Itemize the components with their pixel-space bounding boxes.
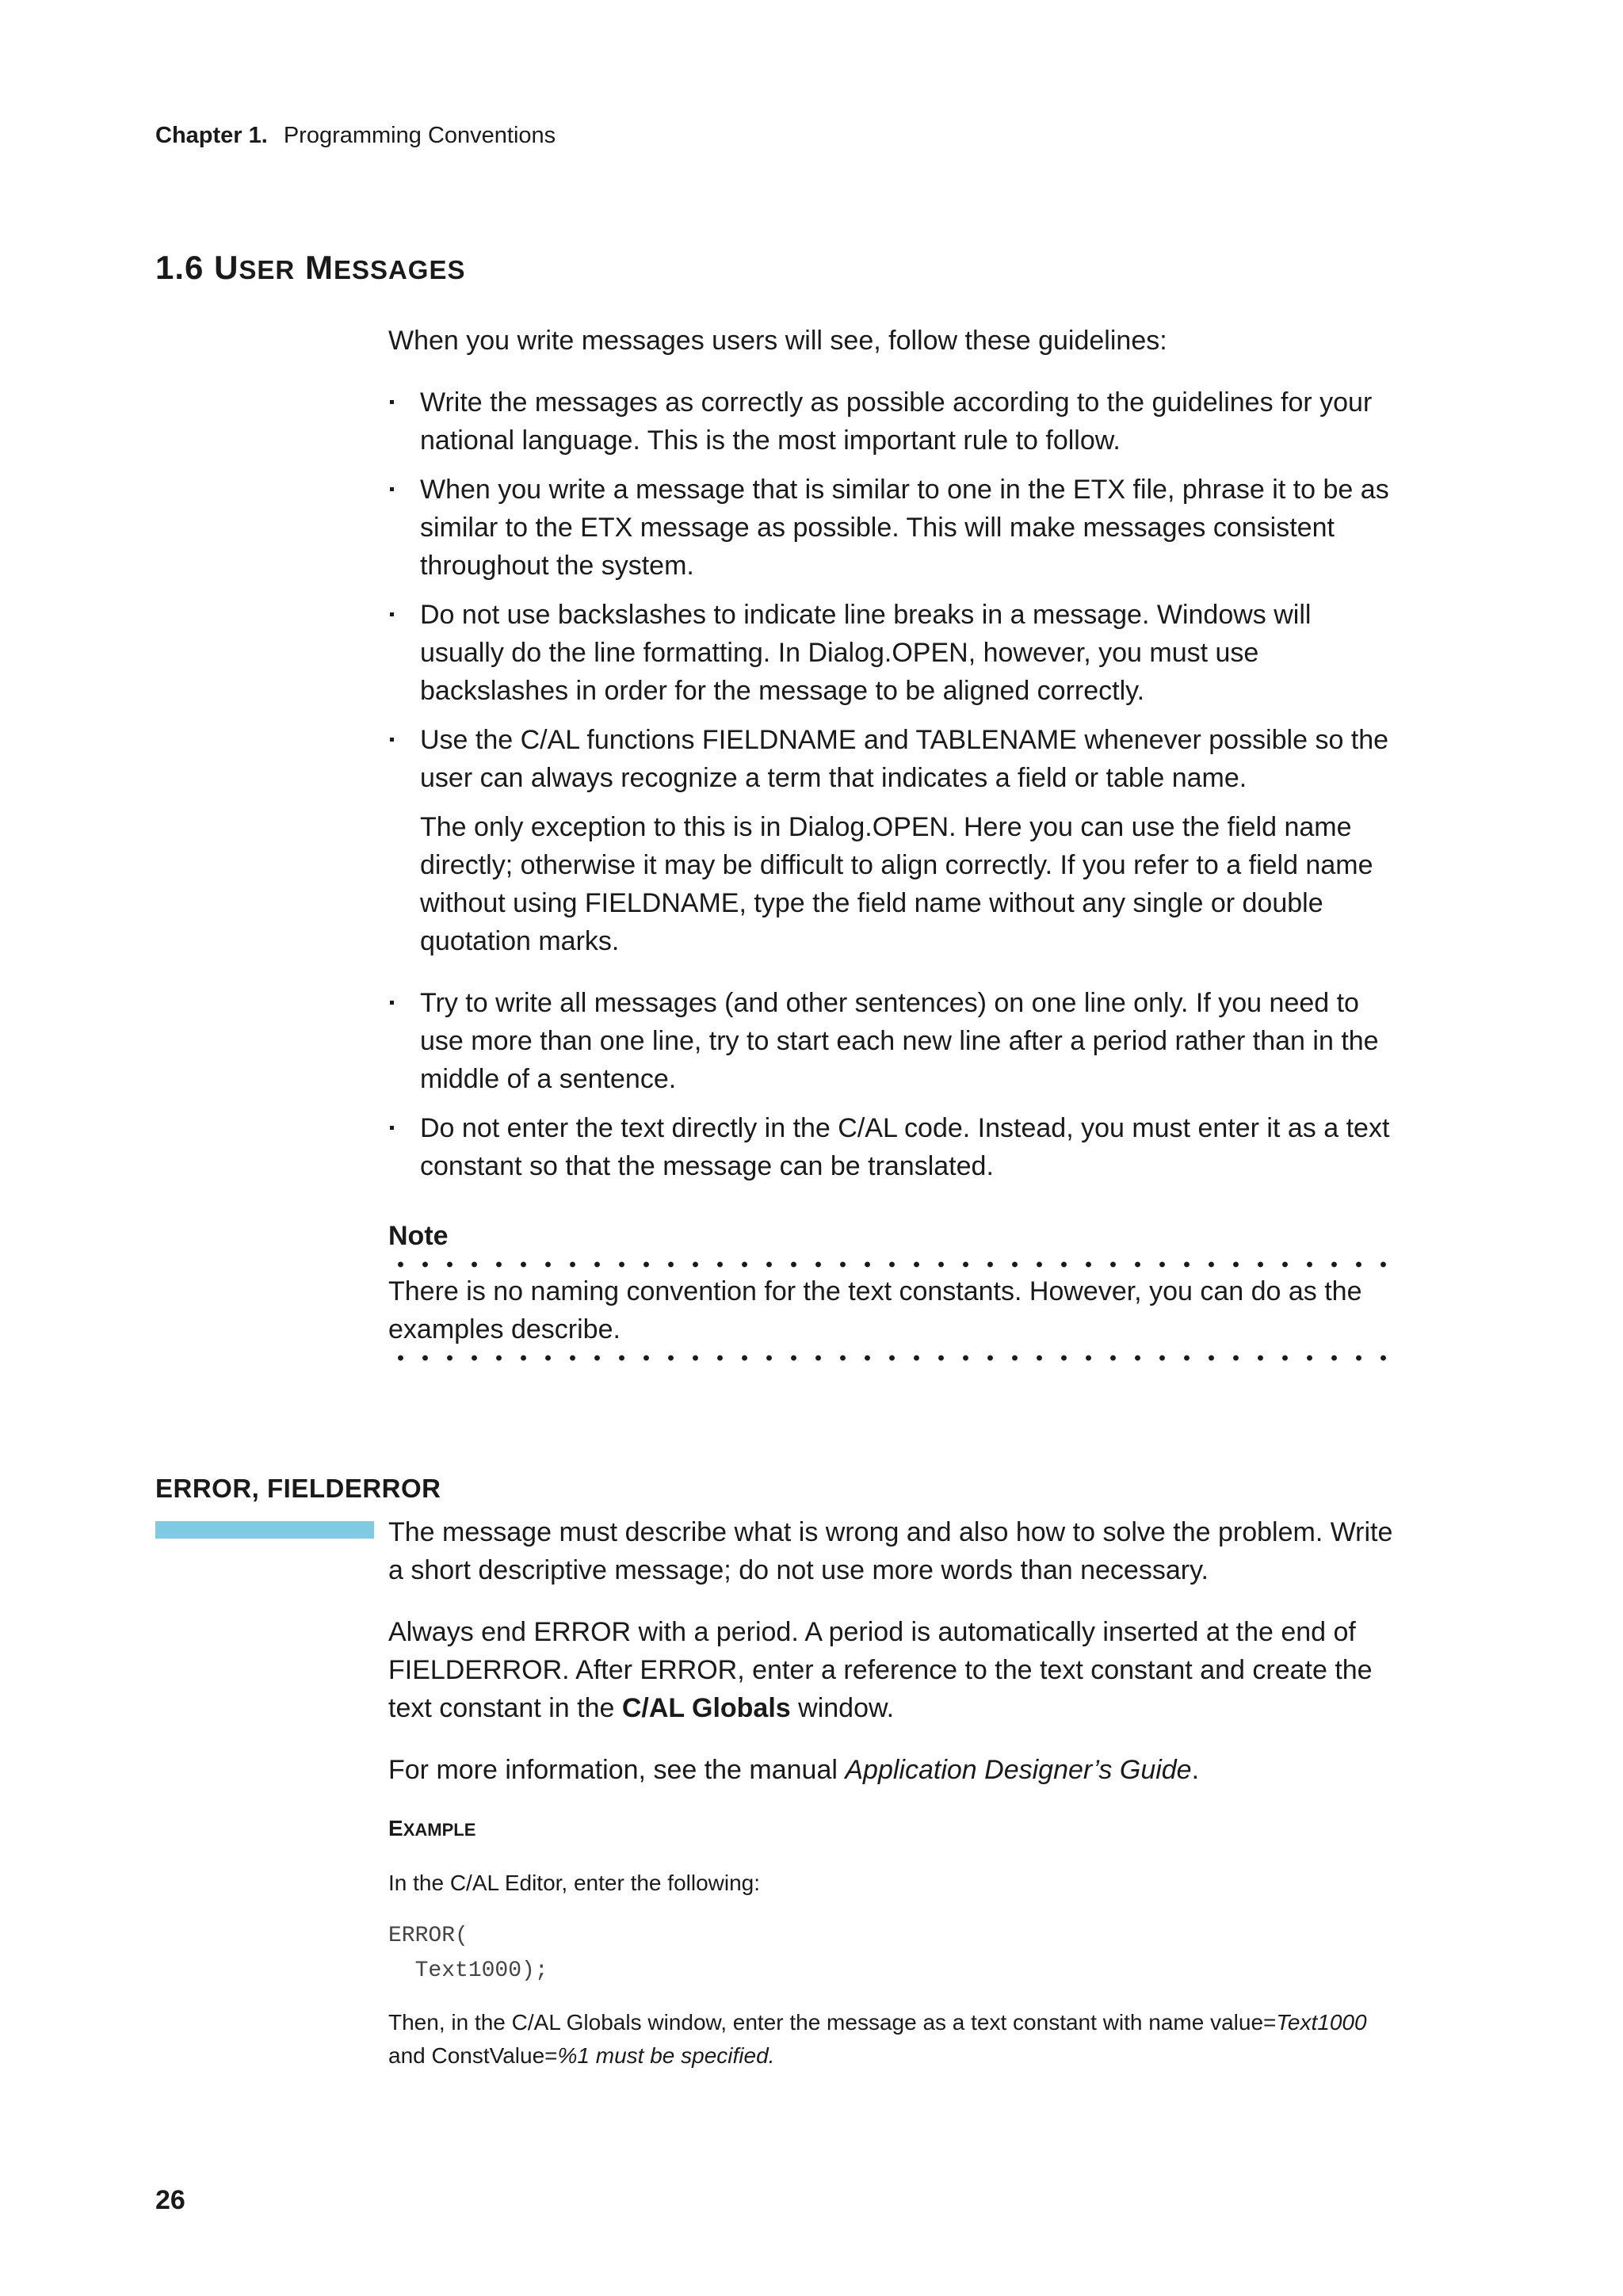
note-top-rule (388, 1261, 1388, 1268)
bullet-icon (390, 1001, 394, 1005)
list-item (388, 596, 1395, 710)
error-para-3 (388, 1751, 1395, 1789)
section-title-essages: ESSAGES (333, 255, 466, 284)
bullet-icon (390, 738, 394, 742)
note-bottom-rule (388, 1355, 1388, 1361)
list-item-text: When you write a message that is similar to one in the ETX file, phrase it to be as similar to the ETX message as possible. This will make messages consistent throughout the system. (420, 475, 1389, 581)
error-para-1: The message must describe what is wrong and also how to solve the problem. Write a short descriptive message; do not use more words than necessary. (388, 1517, 1393, 1585)
bullet-icon (390, 487, 394, 491)
error-para-2 (388, 1613, 1395, 1727)
cal-globals-term: C/AL Globals (621, 1693, 791, 1723)
example-after-italic-1: Text1000 (1276, 2010, 1367, 2035)
code-block (388, 1919, 1395, 1989)
section-title (155, 249, 466, 287)
list-item (388, 383, 1395, 460)
section-title-ser: SER (239, 255, 296, 284)
example-after-text-b: and ConstValue= (388, 2043, 558, 2068)
example-after (388, 2006, 1395, 2073)
example-heading (388, 1810, 1395, 1849)
note-label: Note (388, 1221, 449, 1251)
chapter-label: Chapter 1. (155, 123, 268, 148)
bullet-icon (390, 400, 394, 404)
list-item-text: Write the messages as correctly as possible according to the guidelines for your national language. This is the most important rule to follow. (420, 387, 1373, 456)
para3-text-a: For more information, see the manual (388, 1755, 846, 1785)
example-intro: In the C/AL Editor, enter the following: (388, 1871, 761, 1895)
note-text: There is no naming convention for the text constants. However, you can do as the examples describe. (388, 1276, 1362, 1344)
para3-text-b: . (1191, 1755, 1200, 1785)
list-item-text: Try to write all messages (and other sentences) on one line only. If you need to use more than one line, try to start each new line after a period rather than in the middle of a sentence. (420, 988, 1379, 1094)
guidelines-block (388, 322, 1395, 1361)
guidelines-list (388, 383, 1395, 1185)
page-number: 26 (155, 2185, 185, 2215)
example-after-text-a: Then, in the C/AL Globals window, enter the message as a text constant with name value= (388, 2010, 1277, 2035)
accent-bar (155, 1521, 374, 1539)
example-heading-rest: XAMPLE (403, 1820, 476, 1840)
list-item-text: Use the C/AL functions FIELDNAME and TABLENAME whenever possible so the user can always recognize a term that indicates a field or table name. (420, 725, 1389, 793)
code-line: Text1000); (388, 1958, 548, 1983)
running-header (155, 123, 556, 149)
section-title-m: M (304, 249, 334, 286)
error-section-body (388, 1513, 1395, 2073)
section-title-u: U (214, 249, 239, 286)
list-item (388, 471, 1395, 585)
manual-title: Application Designer’s Guide (845, 1755, 1192, 1785)
code-line: ERROR( (388, 1924, 468, 1948)
list-item-text: Do not use backslashes to indicate line breaks in a message. Windows will usually do the line formatting. In Dialog.OPEN, however, you must use backslashes in order for the message to be aligned correctly. (420, 600, 1312, 706)
chapter-title: Programming Conventions (283, 123, 556, 148)
example-after-italic-2: %1 must be specified. (557, 2043, 775, 2068)
bullet-icon (390, 1126, 394, 1130)
intro-paragraph: When you write messages users will see, follow these guidelines: (388, 326, 1167, 356)
note-box (388, 1217, 1395, 1361)
example-heading-cap: E (388, 1816, 403, 1840)
para2-text-b: window. (790, 1693, 895, 1723)
list-item (388, 984, 1395, 1098)
bullet-icon (390, 612, 394, 616)
section-number: 1.6 (155, 249, 204, 286)
list-item-text: Do not enter the text directly in the C/AL code. Instead, you must enter it as a text constant so that the message can be translated. (420, 1113, 1390, 1181)
subsection-heading: ERROR, FIELDERROR (155, 1474, 441, 1503)
list-item (388, 1109, 1395, 1185)
list-item (388, 721, 1395, 960)
para2-text-a: Always end ERROR with a period. A period is automatically inserted at the end of FIELDERROR. After ERROR, enter a reference to the text constant and create the text constant in the (388, 1617, 1373, 1723)
list-item-subparagraph: The only exception to this is in Dialog.OPEN. Here you can use the field name directly; otherwise it may be difficult to align correctly. If you refer to a field name without using FIELDNAME, type the field name without any single or double quotation marks. (420, 812, 1373, 956)
